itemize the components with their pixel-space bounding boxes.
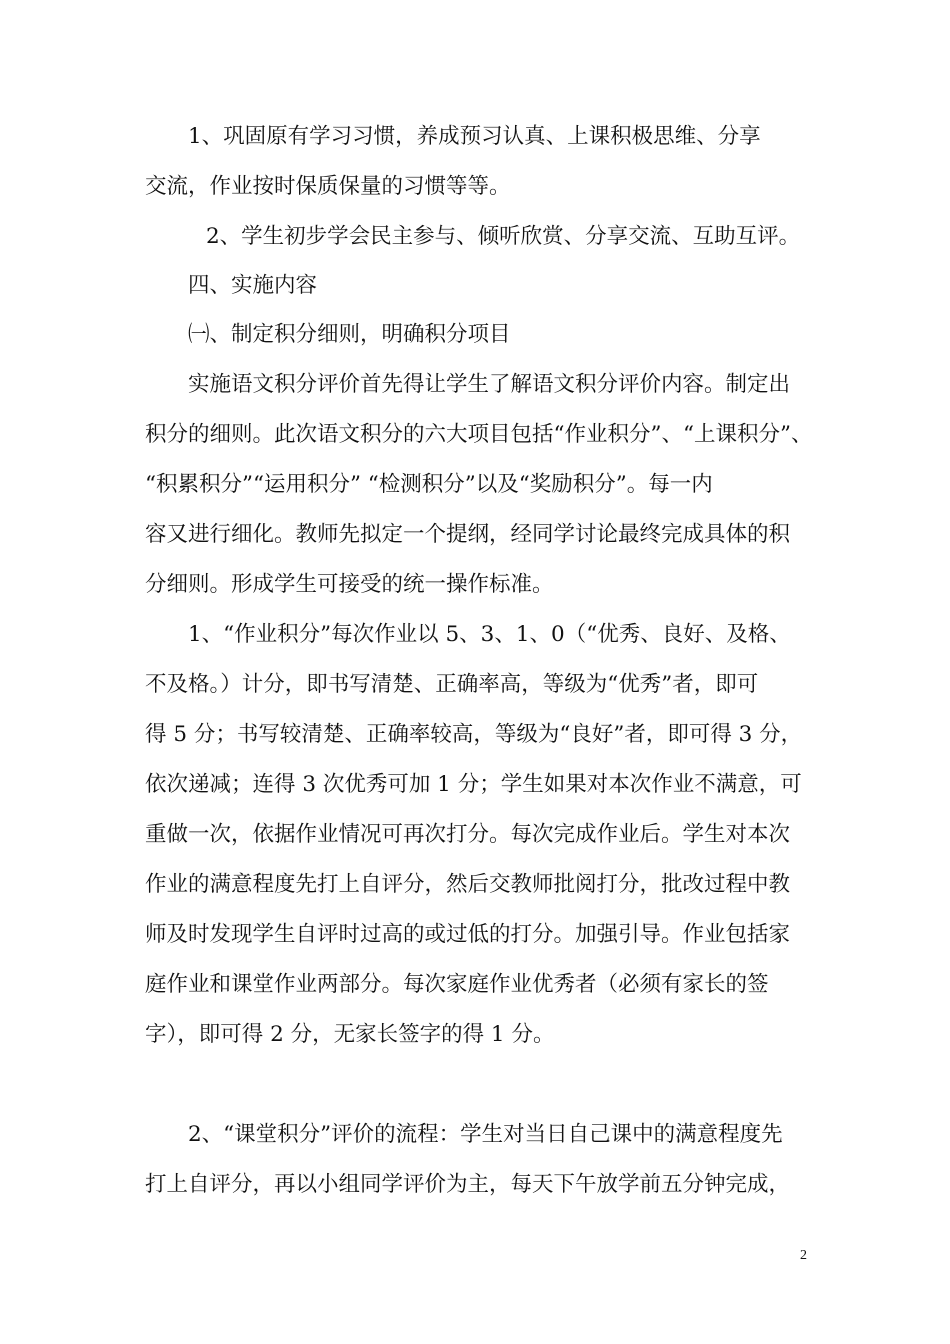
paragraph-line: 交流，作业按时保质保量的习惯等等。 [145,174,511,199]
paragraph-line: 容又进行细化。教师先拟定一个提纲，经同学讨论最终完成具体的积 [145,522,791,547]
paragraph-line: 1、“作业积分”每次作业以 5、3、1、0（“优秀、良好、及格、 [188,622,791,647]
paragraph-line: 庭作业和课堂作业两部分。每次家庭作业优秀者（必须有家长的签 [145,972,769,997]
section-heading: 四、实施内容 [188,273,318,298]
paragraph-line: 2、学生初步学会民主参与、倾听欣赏、分享交流、互助互评。 [206,224,801,249]
paragraph-line: 分细则。形成学生可接受的统一操作标准。 [145,572,554,597]
paragraph-line: 师及时发现学生自评时过高的或过低的打分。加强引导。作业包括家 [145,922,791,947]
paragraph-line: 实施语文积分评价首先得让学生了解语文积分评价内容。制定出 [188,372,791,397]
paragraph-line: 打上自评分，再以小组同学评价为主，每天下午放学前五分钟完成， [145,1172,791,1197]
paragraph-line: 重做一次，依据作业情况可再次打分。每次完成作业后。学生对本次 [145,822,791,847]
paragraph-line: 积分的细则。此次语文积分的六大项目包括“作业积分”、“上课积分”、 [145,422,813,447]
paragraph-line: 不及格。）计分，即书写清楚、正确率高，等级为“优秀”者，即可 [145,672,759,697]
subsection-heading: ㈠、制定积分细则，明确积分项目 [188,322,511,347]
paragraph-line: 作业的满意程度先打上自评分，然后交教师批阅打分，批改过程中教 [145,872,791,897]
page-number: 2 [800,1248,807,1263]
paragraph-line: “积累积分”“运用积分” “检测积分”以及“奖励积分”。每一内 [145,472,713,497]
paragraph-line: 字），即可得 2 分，无家长签字的得 1 分。 [145,1022,555,1047]
paragraph-line: 2、“课堂积分”评价的流程：学生对当日自己课中的满意程度先 [188,1122,783,1147]
paragraph-line: 依次递减；连得 3 次优秀可加 1 分；学生如果对本次作业不满意，可 [145,772,802,797]
paragraph-line: 得 5 分；书写较清楚、正确率较高，等级为“良好”者，即可得 3 分， [145,722,803,747]
paragraph-line: 1、巩固原有学习习惯，养成预习认真、上课积极思维、分享 [188,124,761,149]
